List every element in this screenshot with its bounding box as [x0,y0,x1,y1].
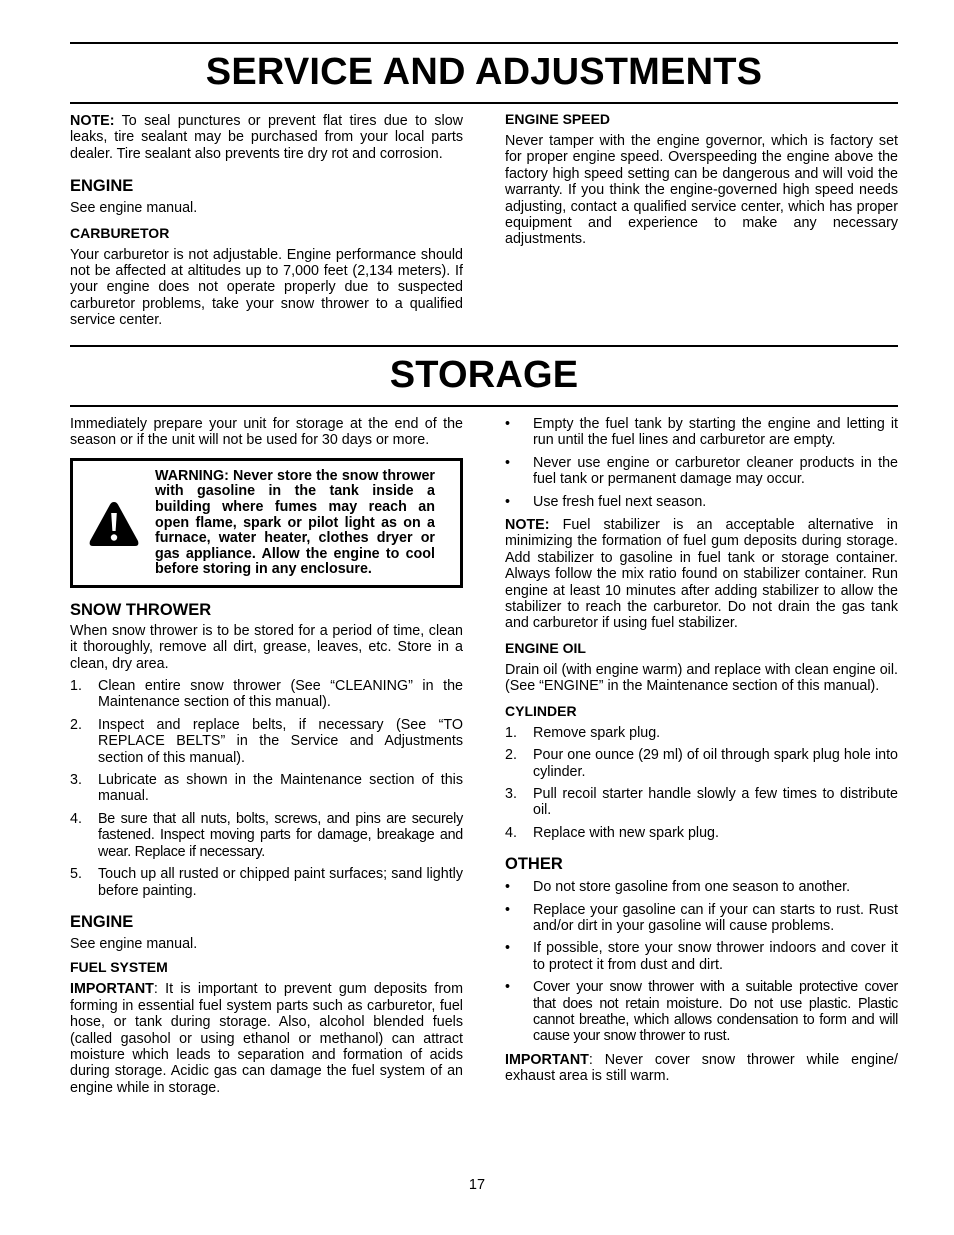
storage-intro: Immediately prepare your unit for storage at the end of the season or if the unit will not be used for 30 days or more. [70,416,463,449]
carburetor-heading: CARBURETOR [70,224,170,241]
fuel-system-important: IMPORTANT: It is important to prevent gum deposits from forming in essential fuel system parts such as carburetor, fuel hose, or tank during storage. Also, alcohol blended fuels (called gasohol or using ethanol or methanol) can attract moisture which leads to separation and formation of acids during storage. Acidic gas can damage the fuel system of an engine while in storage. [70,981,463,1096]
warning-triangle-icon [87,499,141,549]
snow-thrower-step: 1. Clean entire snow thrower (See “CLEANING” in the Maintenance section of this manual). [70,678,463,711]
storage-title-rule [70,405,898,407]
fuel-system-heading: FUEL SYSTEM [70,959,168,976]
service-engine-heading: ENGINE [70,177,134,196]
storage-top-rule [70,345,898,347]
snow-thrower-step: 4. Be sure that all nuts, bolts, screws, and pins are securely fastened. Inspect moving parts for damage, breakage and wear. Replace if necessary. [70,810,463,860]
other-bullets [505,879,898,1045]
snow-thrower-heading: SNOW THROWER [70,600,212,619]
carburetor-text: Your carburetor is not adjustable. Engine performance should not be affected at altitudes up to 7,000 feet (2,134 meters). If your engine does not operate properly due to suspected carburetor problems, take your snow thrower to a qualified service center. [70,246,463,329]
cylinder-step: 2. Pour one ounce (29 ml) of oil through spark plug hole into cylinder. [505,747,898,780]
snow-thrower-steps [70,678,463,899]
fuel-bullet: • Use fresh fuel next season. [505,493,707,510]
service-note: NOTE: To seal punctures or prevent flat tires due to slow leaks, tire sealant may be purchased from your local parts dealer. Tire sealant also prevents tire dry rot and corrosion. [70,113,463,162]
storage-engine-heading: ENGINE [70,912,134,931]
storage-engine-text: See engine manual. [70,935,198,952]
other-heading: OTHER [505,855,563,874]
other-bullet: • Cover your snow thrower with a suitable protective cover that does not retain moisture. Do not use plastic. Plastic cannot breathe, which allows condensation to form and will cause your snow thrower to rust. [505,979,898,1045]
snow-thrower-step: 3. Lubricate as shown in the Maintenance section of this manual. [70,772,463,805]
service-title: SERVICE AND ADJUSTMENTS [205,51,763,93]
snow-thrower-step: 5. Touch up all rusted or chipped paint surfaces; sand lightly before painting. [70,866,463,899]
storage-title: STORAGE [389,354,579,396]
fuel-bullet: • Never use engine or carburetor cleaner products in the fuel tank or permanent damage may occur. [505,454,898,488]
service-columns [70,113,898,345]
cylinder-steps [505,725,898,841]
service-right-column [505,113,898,345]
fuel-note: NOTE: Fuel stabilizer is an acceptable alternative in minimizing the formation of fuel gum deposits during storage. Add stabilizer to gasoline in fuel tank or storage container. Always follow the mix ratio found on stabilizer container. Run engine at least 10 minutes after adding stabilizer to allow the stabilizer to reach the carburetor. Do not drain the gas tank and carburetor if using fuel stabilizer. [505,517,898,632]
engine-oil-text: Drain oil (with engine warm) and replace with clean engine oil. (See “ENGINE” in the Maintenance section of this manual). [505,661,898,695]
cylinder-heading: CYLINDER [505,702,577,719]
other-bullet: • If possible, store your snow thrower indoors and cover it to protect it from dust and dirt. [505,940,898,973]
storage-right-column [505,416,898,1096]
service-left-column [70,113,463,345]
snow-thrower-step: 2. Inspect and replace belts, if necessary (See “TO REPLACE BELTS” in the Service and Adjustments section of this manual). [70,716,463,766]
other-bullet: • Replace your gasoline can if your can starts to rust. Rust and/or dirt in your gasoline will cause problems. [505,901,898,934]
storage-columns [70,416,898,1096]
fuel-bullets [505,416,898,510]
engine-oil-heading: ENGINE OIL [505,639,586,656]
service-engine-text: See engine manual. [70,200,198,217]
service-title-rule [70,102,898,104]
final-important: IMPORTANT: Never cover snow thrower while engine/ exhaust area is still warm. [505,1051,898,1085]
fuel-bullet: • Empty the fuel tank by starting the engine and letting it run until the fuel lines and carburetor are empty. [505,416,898,449]
snow-thrower-text: When snow thrower is to be stored for a period of time, clean it thoroughly, remove all dirt, grease, leaves, etc. Store in a clean, dry area. [70,622,463,672]
cylinder-step: 1. Remove spark plug. [505,724,661,741]
page-number: 17 [468,1177,486,1193]
other-bullet: • Do not store gasoline from one season to another. [505,879,851,896]
cylinder-step: 3. Pull recoil starter handle slowly a few times to distribute oil. [505,785,898,819]
storage-left-column [70,416,463,1096]
cylinder-step: 4. Replace with new spark plug. [505,824,719,841]
top-rule [70,42,898,44]
warning-box [70,458,463,588]
engine-speed-heading: ENGINE SPEED [505,111,611,127]
engine-speed-text: Never tamper with the engine governor, which is factory set for proper engine speed. Overspeeding the engine above the factory high speed setting can be dangerous and will void the warranty. If you think the engine-governed high speed needs adjusting, contact a qualified service center, which has proper equipment and experience to make any necessary adjustments. [505,133,898,248]
warning-text: WARNING: Never store the snow thrower with gasoline in the tank inside a building where fumes may reach an open flame, spark or pilot light as on a furnace, water heater, clothes dryer or gas appliance. Allow the engine to cool before storing in any enclosure. [155,467,435,578]
page [70,42,898,1096]
